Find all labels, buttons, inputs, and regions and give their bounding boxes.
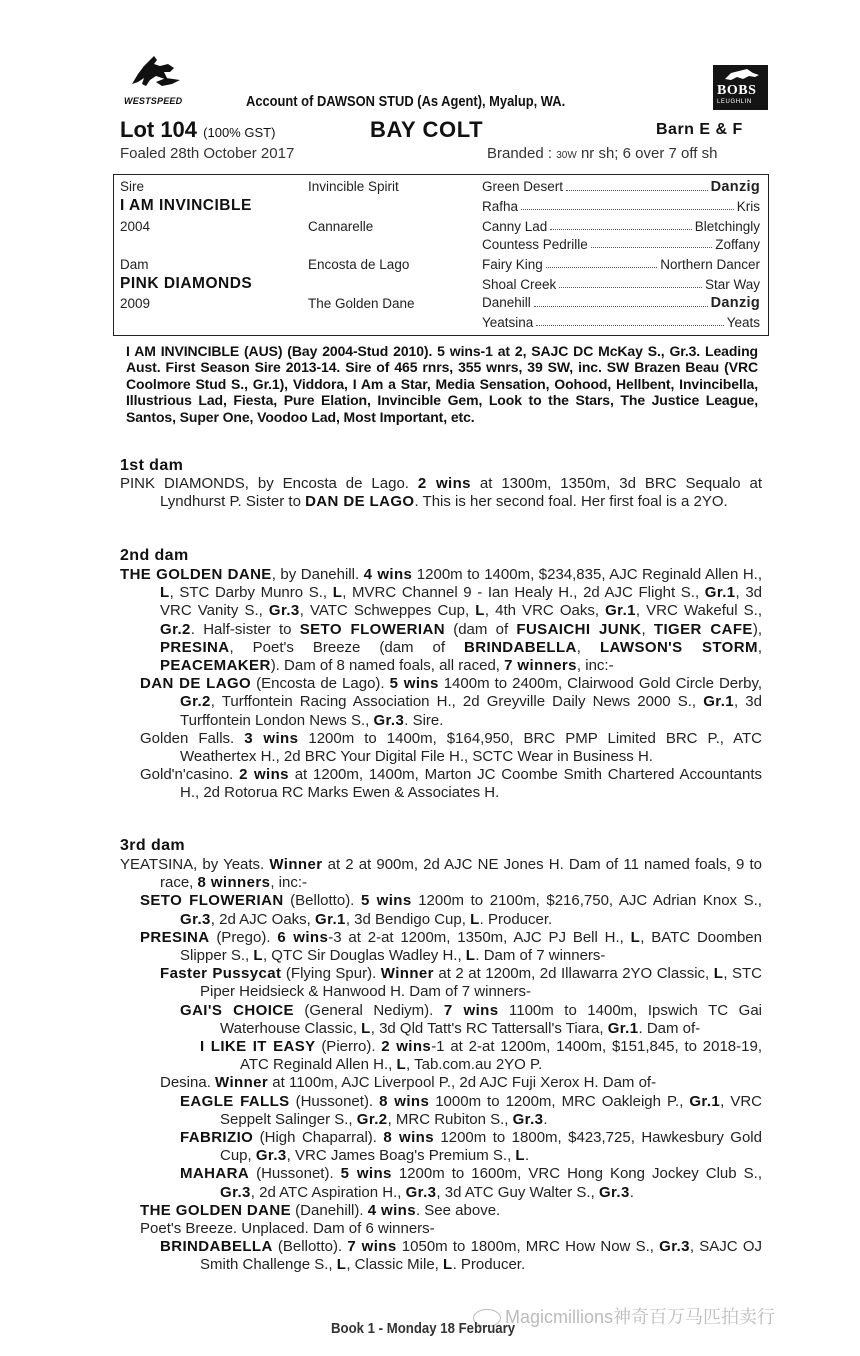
second-dam-heading: 2nd dam <box>120 547 189 564</box>
vendor-account: Account of DAWSON STUD (As Agent), Myalup, WA. <box>246 93 566 110</box>
barn: Barn E & F <box>656 121 743 138</box>
dam-label: Dam <box>120 257 149 272</box>
third-dam-heading: 3rd dam <box>120 837 186 854</box>
second-dam-text: THE GOLDEN DANE, by Danehill. 4 wins 1200m to 1400m, $234,835, AJC Reginald Allen H., L, STC Darby Munro S., L, MVRC Channel 9 - Ian Healy H., 2d AJC Flight S., Gr.1, 3d VRC Vanity S., Gr.3, VATC Schweppes Cup, L, 4th VRC Oaks, Gr.1, VRC Wakeful S., Gr.2. Half-sister to SETO FLOWERIAN (dam of FUSAICHI JUNK, TIGER CAFE), PRESINA, Poet's Breeze (dam of BRINDABELLA, LAWSON'S STORM, PEACEMAKER). Dam of 8 named foals, all raced, 7 winners, inc:- DAN DE LAGO (Encosta de Lago). 5 wins 1400m to 2400m, Clairwood Gold Circle Derby, Gr.2, Turffontein Racing Association H., 2d Greyville Daily News 2000 S., Gr.1, 3d Turffontein London News S., Gr.3. Sire. Golden Falls. 3 wins 1200m to 1400m, $164,950, BRC PMP Limited BRC P., ATC Weathertex H., 2d BRC Your Digital File H., SCTC Wear in Business H. Gold'n'casino. 2 wins at 1200m, 1400m, Marton JC Coombe Smith Chartered Accountants H., 2d Rotorua RC Marks Ewen & Associates H. <box>120 566 763 802</box>
sire-label: Sire <box>120 179 145 194</box>
page-footer: Book 1 - Monday 18 February <box>331 1320 516 1337</box>
first-dam-text: PINK DIAMONDS, by Encosta de Lago. 2 wins at 1300m, 1350m, 3d BRC Sequalo at Lyndhurst P. Sister to DAN DE LAGO. This is her second foal. Her first foal is a 2YO. <box>120 475 762 511</box>
branded: Branded : 30W nr sh; 6 over 7 off sh <box>487 145 718 162</box>
horse-icon <box>713 65 768 83</box>
pedigree-gg-row: Shoal Creek Star Way <box>482 277 760 292</box>
foaled-date: Foaled 28th October 2017 <box>120 145 295 162</box>
westspeed-logo <box>124 54 194 110</box>
gst-note: (100% GST) <box>203 125 276 140</box>
pedigree-gg-row: Fairy King Northern Dancer <box>482 257 760 272</box>
sire-year: 2004 <box>120 219 151 234</box>
sire-description: I AM INVINCIBLE (AUS) (Bay 2004-Stud 2010). 5 wins-1 at 2, SAJC DC McKay S., Gr.3. Leading Aust. First Season Sire 2013-14. Sire of 465 rnrs, 355 wnrs, 39 SW, inc. SW Brazen Beau (VRC Coolmore Stud S., Gr.1), Viddora, I Am a Star, Media Sensation, Oohood, Hellbent, Invincibella, Illustrious Lad, Fiesta, Pure Elation, Invincible Gem, Look to the Stars, The Justice League, Santos, Super One, Voodoo Lad, Most Important, etc. <box>126 343 758 425</box>
lot-number <box>120 117 275 143</box>
dam-dam: The Golden Dane <box>308 296 415 311</box>
sire-dam: Cannarelle <box>308 219 374 234</box>
watermark: Magicmillions神奇百万马匹拍卖行 <box>473 1303 775 1329</box>
bobs-logo-subtext: LEUGHLIN <box>717 99 752 105</box>
dam-year: 2009 <box>120 296 151 311</box>
pedigree-gg-row: Danehill Danzig <box>482 295 760 311</box>
sire-sire: Invincible Spirit <box>308 179 399 194</box>
lot-label: Lot 104 <box>120 117 198 142</box>
sire-name: I AM INVINCIBLE <box>120 197 252 214</box>
dam-name: PINK DIAMONDS <box>120 275 253 292</box>
third-dam-text: YEATSINA, by Yeats. Winner at 2 at 900m, 2d AJC NE Jones H. Dam of 11 named foals, 9 to race, 8 winners, inc:- SETO FLOWERIAN (Bellotto). 5 wins 1200m to 2100m, $216,750, AJC Adrian Knox S., Gr.3, 2d AJC Oaks, Gr.1, 3d Bendigo Cup, L. Producer. PRESINA (Prego). 6 wins-3 at 2-at 1200m, 1350m, AJC PJ Bell H., L, BATC Doomben Slipper S., L, QTC Sir Douglas Wadley H., L. Dam of 7 winners- Faster Pussycat (Flying Spur). Winner at 2 at 1200m, 2d Illawarra 2YO Classic, L, STC Piper Heidsieck & Hanwood H. Dam of 7 winners- GAI'S CHOICE (General Nediym). 7 wins 1100m to 1400m, Ipswich TC Gai Waterhouse Classic, L, 3d Qld Tatt's RC Tattersall's Tiara, Gr.1. Dam of- I LIKE IT EASY (Pierro). 2 wins-1 at 2-at 1200m, 1400m, $151,845, to 2018-19, ATC Reginald Allen H., L, Tab.com.au 2YO P. Desina. Winner at 1100m, AJC Liverpool P., 2d AJC Fuji Xerox H. Dam of- EAGLE FALLS (Hussonet). 8 wins 1000m to 1200m, MRC Oakleigh P., Gr.1, VRC Seppelt Salinger S., Gr.2, MRC Rubiton S., Gr.3. FABRIZIO (High Chaparral). 8 wins 1200m to 1800m, $423,725, Hawkesbury Gold Cup, Gr.3, VRC James Boag's Premium S., L. MAHARA (Hussonet). 5 wins 1200m to 1600m, VRC Hong Kong Jockey Club S., Gr.3, 2d ATC Aspiration H., Gr.3, 3d ATC Guy Walter S., Gr.3. THE GOLDEN DANE (Danehill). 4 wins. See above. Poet's Breeze. Unplaced. Dam of 6 winners- BRINDABELLA (Bellotto). 7 wins 1050m to 1800m, MRC How Now S., Gr.3, SAJC OJ Smith Challenge S., L, Classic Mile, L. Producer. <box>120 856 763 1274</box>
bobs-logo-text: BOBS <box>717 83 757 98</box>
sex-colour: BAY COLT <box>370 117 484 142</box>
pedigree-gg-row: Canny Lad Bletchingly <box>482 219 760 234</box>
pedigree-gg-row: Countess Pedrille Zoffany <box>482 237 760 252</box>
pedigree-gg-row: Yeatsina Yeats <box>482 315 760 330</box>
pedigree-table <box>113 174 769 336</box>
first-dam-heading: 1st dam <box>120 457 184 474</box>
pedigree-gg-row: Green Desert Danzig <box>482 179 760 195</box>
pedigree-gg-row: Rafha Kris <box>482 199 760 214</box>
horse-rider-icon <box>124 54 184 98</box>
westspeed-text: WESTSPEED <box>124 96 183 106</box>
dam-sire: Encosta de Lago <box>308 257 410 272</box>
bobs-logo <box>713 65 768 110</box>
